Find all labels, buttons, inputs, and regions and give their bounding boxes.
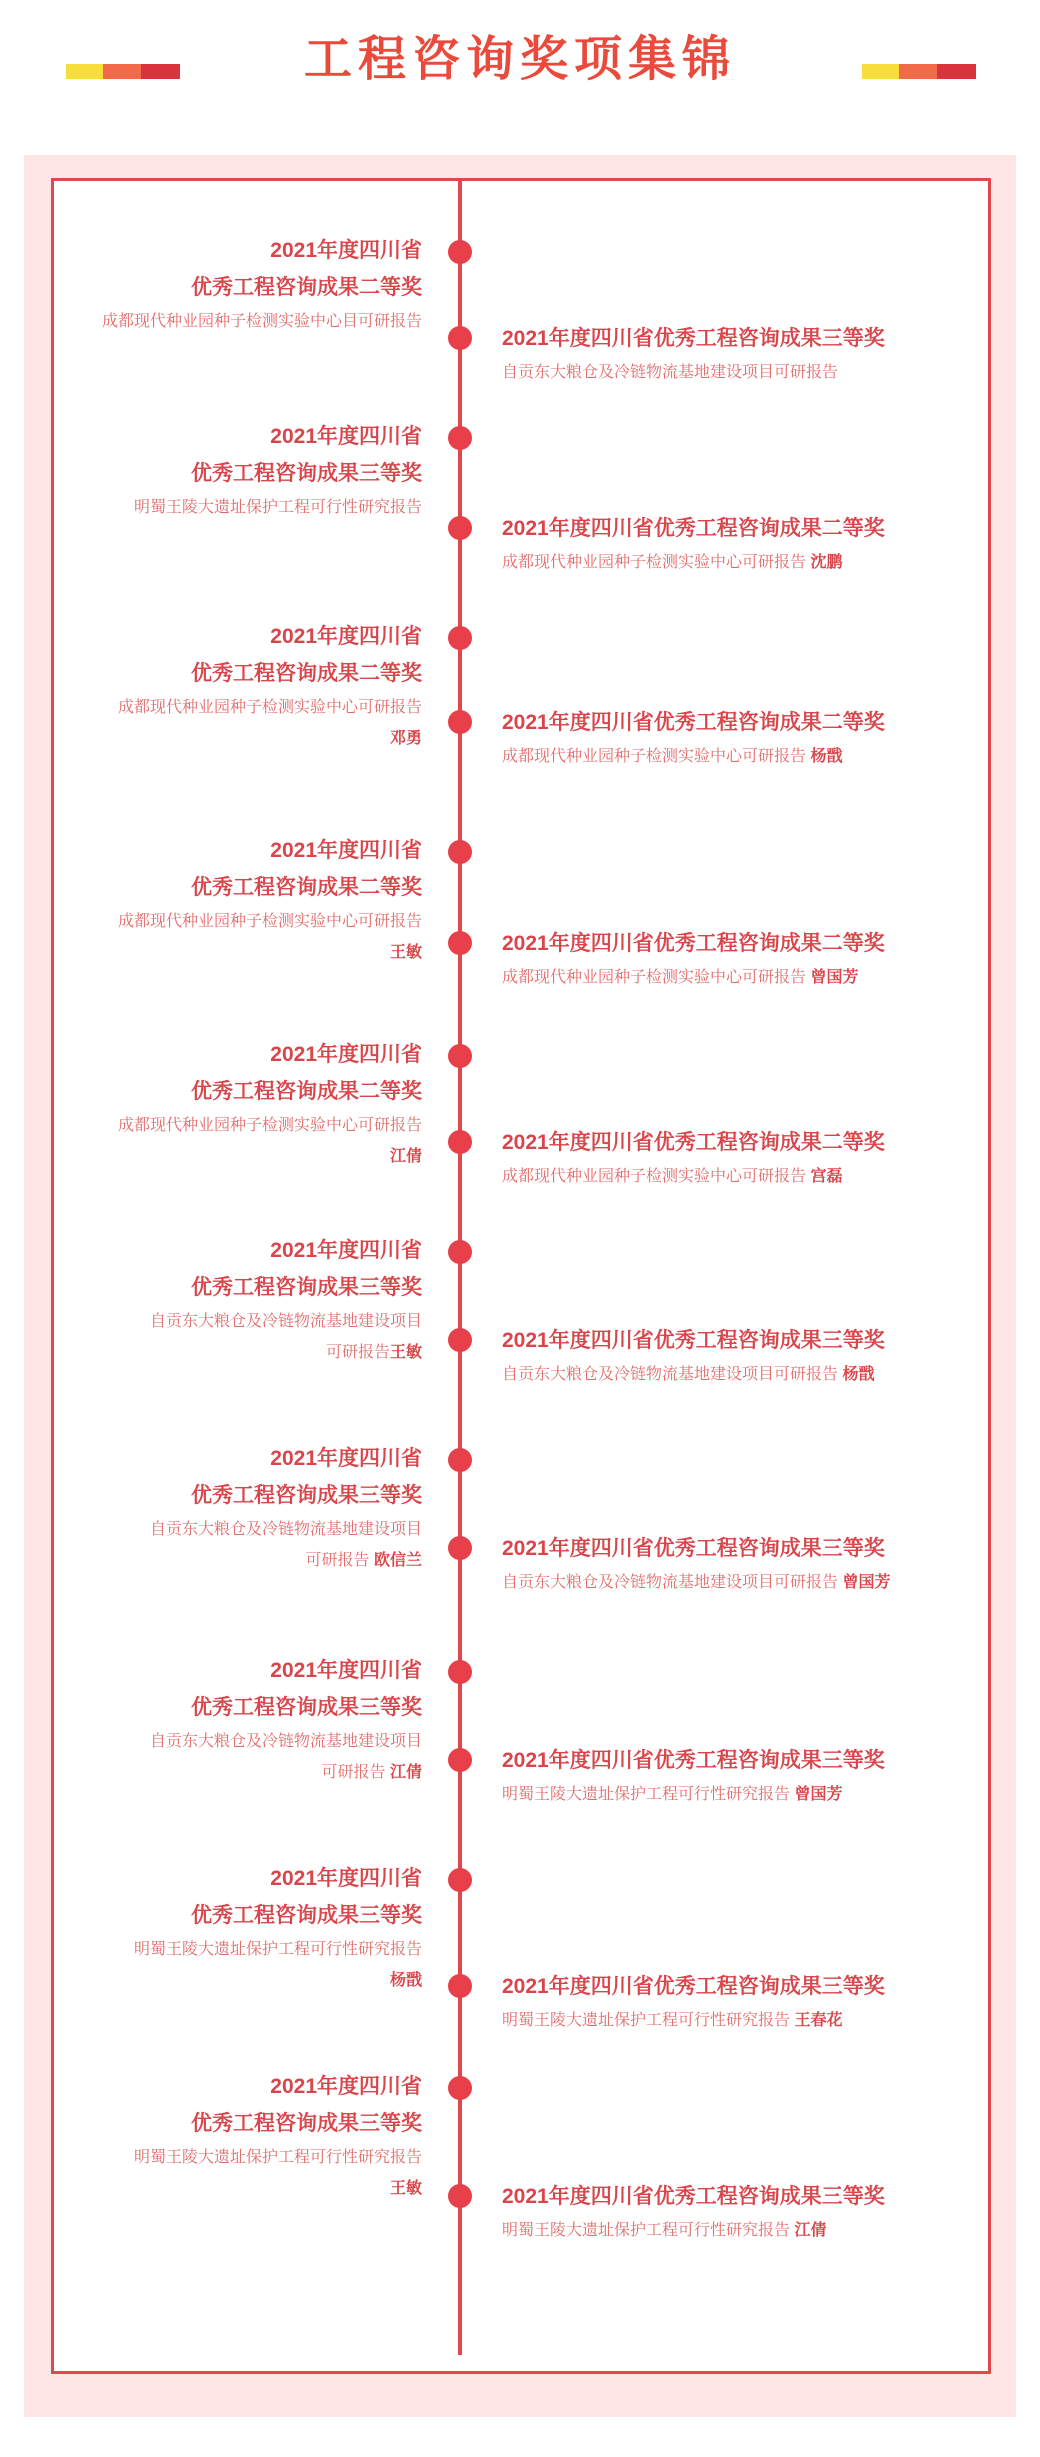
award-project: 成都现代种业园种子检测实验中心可研报告 — [117, 699, 422, 716]
award-year: 2021年度四川省 — [270, 839, 422, 862]
award-project-line2 — [134, 2173, 422, 2204]
award-project: 自贡东大粮仓及冷链物流基地建设项目 — [149, 1521, 422, 1538]
award-project-line2 — [150, 1757, 422, 1788]
award-project: 明蜀王陵大遗址保护工程可行性研究报告 — [133, 499, 422, 516]
award-winner: 王春花 — [794, 2012, 843, 2029]
award-title: 优秀工程咨询成果二等奖 — [191, 276, 422, 299]
award-project: 明蜀王陵大遗址保护工程可行性研究报告 — [502, 1786, 795, 1803]
award-winner: 王敏 — [389, 1344, 422, 1361]
award-title: 优秀工程咨询成果三等奖 — [191, 1484, 422, 1507]
timeline-dot — [448, 516, 472, 540]
award-project: 自贡东大粮仓及冷链物流基地建设项目可研报告 — [502, 1574, 843, 1591]
timeline-dot — [448, 2184, 472, 2208]
award-entry-left — [134, 1860, 422, 1996]
award-project-line — [502, 1161, 885, 1192]
award-project: 自贡东大粮仓及冷链物流基地建设项目可研报告 — [502, 1366, 843, 1383]
award-project-line — [502, 741, 885, 772]
award-title: 优秀工程咨询成果二等奖 — [191, 1080, 422, 1103]
timeline-dot — [448, 426, 472, 450]
award-project-line — [502, 357, 885, 388]
award-project: 明蜀王陵大遗址保护工程可行性研究报告 — [502, 2222, 795, 2239]
award-project-line2 — [118, 723, 422, 754]
timeline-dot — [448, 710, 472, 734]
award-winner: 曾国芳 — [810, 969, 859, 986]
award-year: 2021年度四川省 — [270, 239, 422, 262]
award-winner: 沈鹏 — [810, 554, 843, 571]
award-title: 2021年度四川省优秀工程咨询成果二等奖 — [502, 932, 885, 955]
award-entry-right — [502, 704, 885, 772]
award-title: 优秀工程咨询成果二等奖 — [191, 876, 422, 899]
timeline-axis — [458, 180, 462, 2355]
award-project-line — [502, 1567, 890, 1598]
award-entry-left — [118, 832, 422, 968]
award-project-line2 — [150, 1545, 422, 1576]
award-project-line2 — [150, 1337, 422, 1368]
award-project-cont: 可研报告 — [305, 1552, 374, 1569]
award-entry-left — [134, 2068, 422, 2204]
timeline-dot — [448, 1974, 472, 1998]
award-entry-left — [118, 1036, 422, 1172]
timeline-dot — [448, 1748, 472, 1772]
timeline-dot — [448, 326, 472, 350]
award-title: 优秀工程咨询成果二等奖 — [191, 662, 422, 685]
award-year: 2021年度四川省 — [270, 1867, 422, 1890]
award-title: 2021年度四川省优秀工程咨询成果三等奖 — [502, 1975, 885, 1998]
award-entry-left — [150, 1440, 422, 1576]
decor-stripes-right — [862, 64, 976, 79]
award-winner: 邓勇 — [389, 730, 422, 747]
award-project-line2 — [118, 1141, 422, 1172]
award-entry-right — [502, 1530, 890, 1598]
award-project-line — [502, 962, 885, 993]
award-winner: 杨戬 — [842, 1366, 875, 1383]
award-entry-right — [502, 1124, 885, 1192]
award-project-cont: 可研报告 — [325, 1344, 390, 1361]
award-title: 2021年度四川省优秀工程咨询成果三等奖 — [502, 2185, 885, 2208]
award-winner: 欧信兰 — [373, 1552, 422, 1569]
award-winner: 王敏 — [389, 2180, 422, 2197]
award-project-line2 — [134, 1965, 422, 1996]
award-project: 明蜀王陵大遗址保护工程可行性研究报告 — [502, 2012, 795, 2029]
award-entry-right — [502, 925, 885, 993]
award-project-line2 — [118, 937, 422, 968]
award-project: 成都现代种业园种子检测实验中心可研报告 — [502, 748, 811, 765]
timeline-dot — [448, 1660, 472, 1684]
award-winner: 曾国芳 — [842, 1574, 891, 1591]
award-title: 2021年度四川省优秀工程咨询成果三等奖 — [502, 327, 885, 350]
timeline-dot — [448, 2076, 472, 2100]
award-project: 明蜀王陵大遗址保护工程可行性研究报告 — [133, 2149, 422, 2166]
award-winner: 杨戬 — [389, 1972, 422, 1989]
award-year: 2021年度四川省 — [270, 625, 422, 648]
award-project: 成都现代种业园种子检测实验中心可研报告 — [502, 1168, 811, 1185]
award-entry-right — [502, 1968, 885, 2036]
timeline-dot — [448, 1448, 472, 1472]
award-entry-left — [150, 1652, 422, 1788]
award-year: 2021年度四川省 — [270, 1043, 422, 1066]
award-entry-right — [502, 320, 885, 388]
timeline-dot — [448, 840, 472, 864]
timeline-dot — [448, 1536, 472, 1560]
award-title: 优秀工程咨询成果三等奖 — [191, 2112, 422, 2135]
award-winner: 宫磊 — [810, 1168, 843, 1185]
award-entry-right — [502, 510, 885, 578]
timeline-dot — [448, 240, 472, 264]
page-title: 工程咨询奖项集锦 — [303, 33, 736, 86]
award-entry-left — [118, 618, 422, 754]
award-project-cont: 可研报告 — [321, 1764, 390, 1781]
award-title: 优秀工程咨询成果三等奖 — [191, 1904, 422, 1927]
award-year: 2021年度四川省 — [270, 425, 422, 448]
award-year: 2021年度四川省 — [270, 1239, 422, 1262]
award-year: 2021年度四川省 — [270, 1447, 422, 1470]
award-entry-left — [134, 418, 422, 523]
award-winner: 江倩 — [794, 2222, 827, 2239]
award-project: 成都现代种业园种子检测实验中心可研报告 — [117, 1117, 422, 1134]
award-title: 2021年度四川省优秀工程咨询成果二等奖 — [502, 1131, 885, 1154]
award-winner: 江倩 — [389, 1764, 422, 1781]
award-project-line — [502, 1779, 885, 1810]
award-year: 2021年度四川省 — [270, 1659, 422, 1682]
timeline-dot — [448, 1044, 472, 1068]
timeline-dot — [448, 1328, 472, 1352]
timeline-dot — [448, 931, 472, 955]
award-project-line — [502, 2215, 885, 2246]
award-project: 成都现代种业园种子检测实验中心目可研报告 — [101, 313, 422, 330]
award-title: 2021年度四川省优秀工程咨询成果三等奖 — [502, 1749, 885, 1772]
award-project-line — [502, 2005, 885, 2036]
header — [0, 0, 1040, 150]
award-title: 优秀工程咨询成果三等奖 — [191, 1276, 422, 1299]
award-project: 成都现代种业园种子检测实验中心可研报告 — [117, 913, 422, 930]
award-project: 成都现代种业园种子检测实验中心可研报告 — [502, 969, 811, 986]
award-winner: 王敏 — [389, 944, 422, 961]
award-entry-right — [502, 1322, 885, 1390]
award-winner: 曾国芳 — [794, 1786, 843, 1803]
timeline-dot — [448, 1240, 472, 1264]
award-project: 自贡东大粮仓及冷链物流基地建设项目 — [149, 1733, 422, 1750]
award-winner: 江倩 — [389, 1148, 422, 1165]
award-title: 优秀工程咨询成果三等奖 — [191, 462, 422, 485]
award-title: 优秀工程咨询成果三等奖 — [191, 1696, 422, 1719]
award-project: 明蜀王陵大遗址保护工程可行性研究报告 — [133, 1941, 422, 1958]
award-project-line — [502, 547, 885, 578]
award-entry-left — [150, 1232, 422, 1368]
award-title: 2021年度四川省优秀工程咨询成果二等奖 — [502, 517, 885, 540]
timeline-dot — [448, 1868, 472, 1892]
award-year: 2021年度四川省 — [270, 2075, 422, 2098]
award-entry-left — [102, 232, 422, 337]
award-project: 自贡东大粮仓及冷链物流基地建设项目可研报告 — [502, 364, 839, 381]
award-project-line — [502, 1359, 885, 1390]
award-title: 2021年度四川省优秀工程咨询成果二等奖 — [502, 711, 885, 734]
timeline-dot — [448, 1130, 472, 1154]
award-title: 2021年度四川省优秀工程咨询成果三等奖 — [502, 1329, 885, 1352]
award-entry-right — [502, 1742, 885, 1810]
award-entry-right — [502, 2178, 885, 2246]
award-title: 2021年度四川省优秀工程咨询成果三等奖 — [502, 1537, 885, 1560]
award-project: 自贡东大粮仓及冷链物流基地建设项目 — [149, 1313, 422, 1330]
award-winner: 杨戬 — [810, 748, 843, 765]
timeline-dot — [448, 626, 472, 650]
award-project: 成都现代种业园种子检测实验中心可研报告 — [502, 554, 811, 571]
